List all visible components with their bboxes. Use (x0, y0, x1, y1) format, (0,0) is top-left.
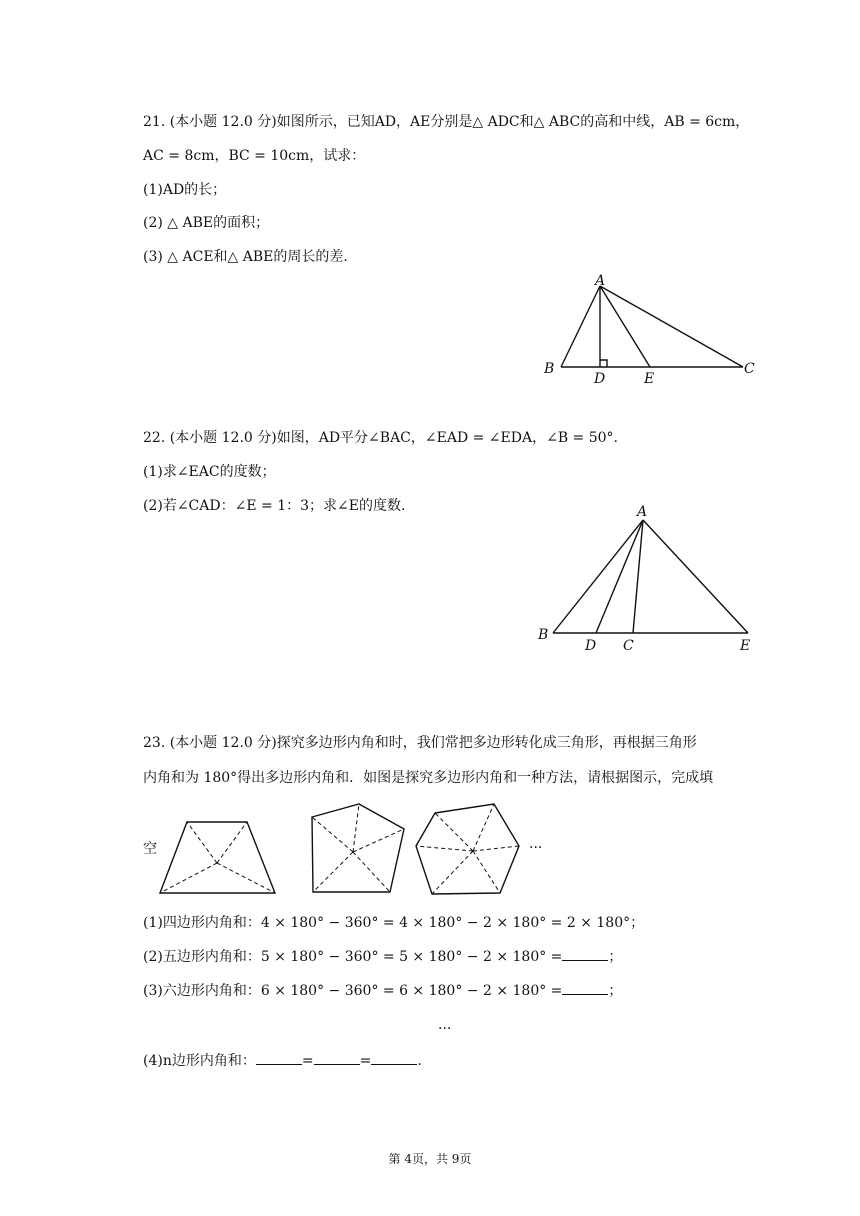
page-footer: 第 4页，共 9页 (388, 1152, 472, 1166)
q21-label-c: C (744, 361, 755, 377)
answer-blank[interactable] (314, 1051, 360, 1065)
q23-step-4-text: (4)n边形内角和： (143, 1053, 256, 1069)
answer-blank[interactable] (562, 981, 608, 995)
q23-line-1: 23. (本小题 12.0 分)探究多边形内角和时，我们常把多边形转化成三角形，再根据三角形 (143, 735, 697, 751)
answer-blank[interactable] (562, 947, 608, 961)
hexagon-diagram (416, 804, 519, 894)
q23-polygons-figure (150, 798, 560, 900)
q23-step-2 (143, 947, 622, 967)
q21-line-1: 21. (本小题 12.0 分)如图所示，已知AD，AE分别是△ ADC和△ ABC的高和中线，AB = 6cm， (143, 114, 750, 130)
q21-part-3: (3) △ ACE和△ ABE的周长的差. (143, 249, 348, 265)
q23-line-3: 空 (143, 841, 157, 857)
q23-step-2-end: ； (608, 949, 623, 965)
q22-label-e: E (740, 638, 751, 654)
q21-part-2: (2) △ ABE的面积； (143, 215, 270, 231)
q22-label-a: A (637, 504, 648, 520)
equals-sign: = (359, 1053, 372, 1069)
q23-step-4 (143, 1051, 422, 1071)
q22-label-d: D (585, 638, 597, 654)
q23-line-2: 内角和为 180°得出多边形内角和．如图是探究多边形内角和一种方法，请根据图示，完成填 (143, 770, 714, 786)
period: . (417, 1053, 422, 1069)
pentagon-diagram (312, 804, 404, 892)
q22-triangle-figure (532, 500, 762, 660)
q21-triangle-figure (540, 272, 760, 387)
q21-line-2: AC = 8cm，BC = 10cm，试求： (143, 148, 366, 164)
q21-label-a: A (595, 273, 606, 289)
equals-sign: = (301, 1053, 314, 1069)
q22-part-2: (2)若∠CAD：∠E = 1：3；求∠E的度数. (143, 498, 406, 514)
q22-label-c: C (623, 638, 634, 654)
q23-step-3-end: ； (608, 983, 623, 999)
q21-label-d: D (594, 371, 606, 387)
q22-label-b: B (538, 627, 549, 643)
quadrilateral-diagram (160, 822, 275, 893)
q22-line-1: 22. (本小题 12.0 分)如图，AD平分∠BAC，∠EAD = ∠EDA，∠B = 50°. (143, 430, 619, 446)
q23-dots: ... (438, 1017, 452, 1033)
q23-step-3-text: (3)六边形内角和：6 × 180° − 360° = 6 × 180° − 2 × 180° = (143, 983, 563, 999)
answer-blank[interactable] (256, 1051, 302, 1065)
q23-step-1: (1)四边形内角和：4 × 180° − 360° = 4 × 180° − 2 × 180° = 2 × 180°； (143, 915, 645, 931)
q22-part-1: (1)求∠EAC的度数； (143, 464, 276, 480)
figure-ellipsis: ··· (529, 840, 543, 856)
q21-label-b: B (544, 361, 555, 377)
q21-part-1: (1)AD的长； (143, 182, 227, 198)
q23-step-2-text: (2)五边形内角和：5 × 180° − 360° = 5 × 180° − 2 × 180° = (143, 949, 563, 965)
answer-blank[interactable] (371, 1051, 417, 1065)
q21-label-e: E (644, 371, 655, 387)
q23-step-3 (143, 981, 622, 1001)
